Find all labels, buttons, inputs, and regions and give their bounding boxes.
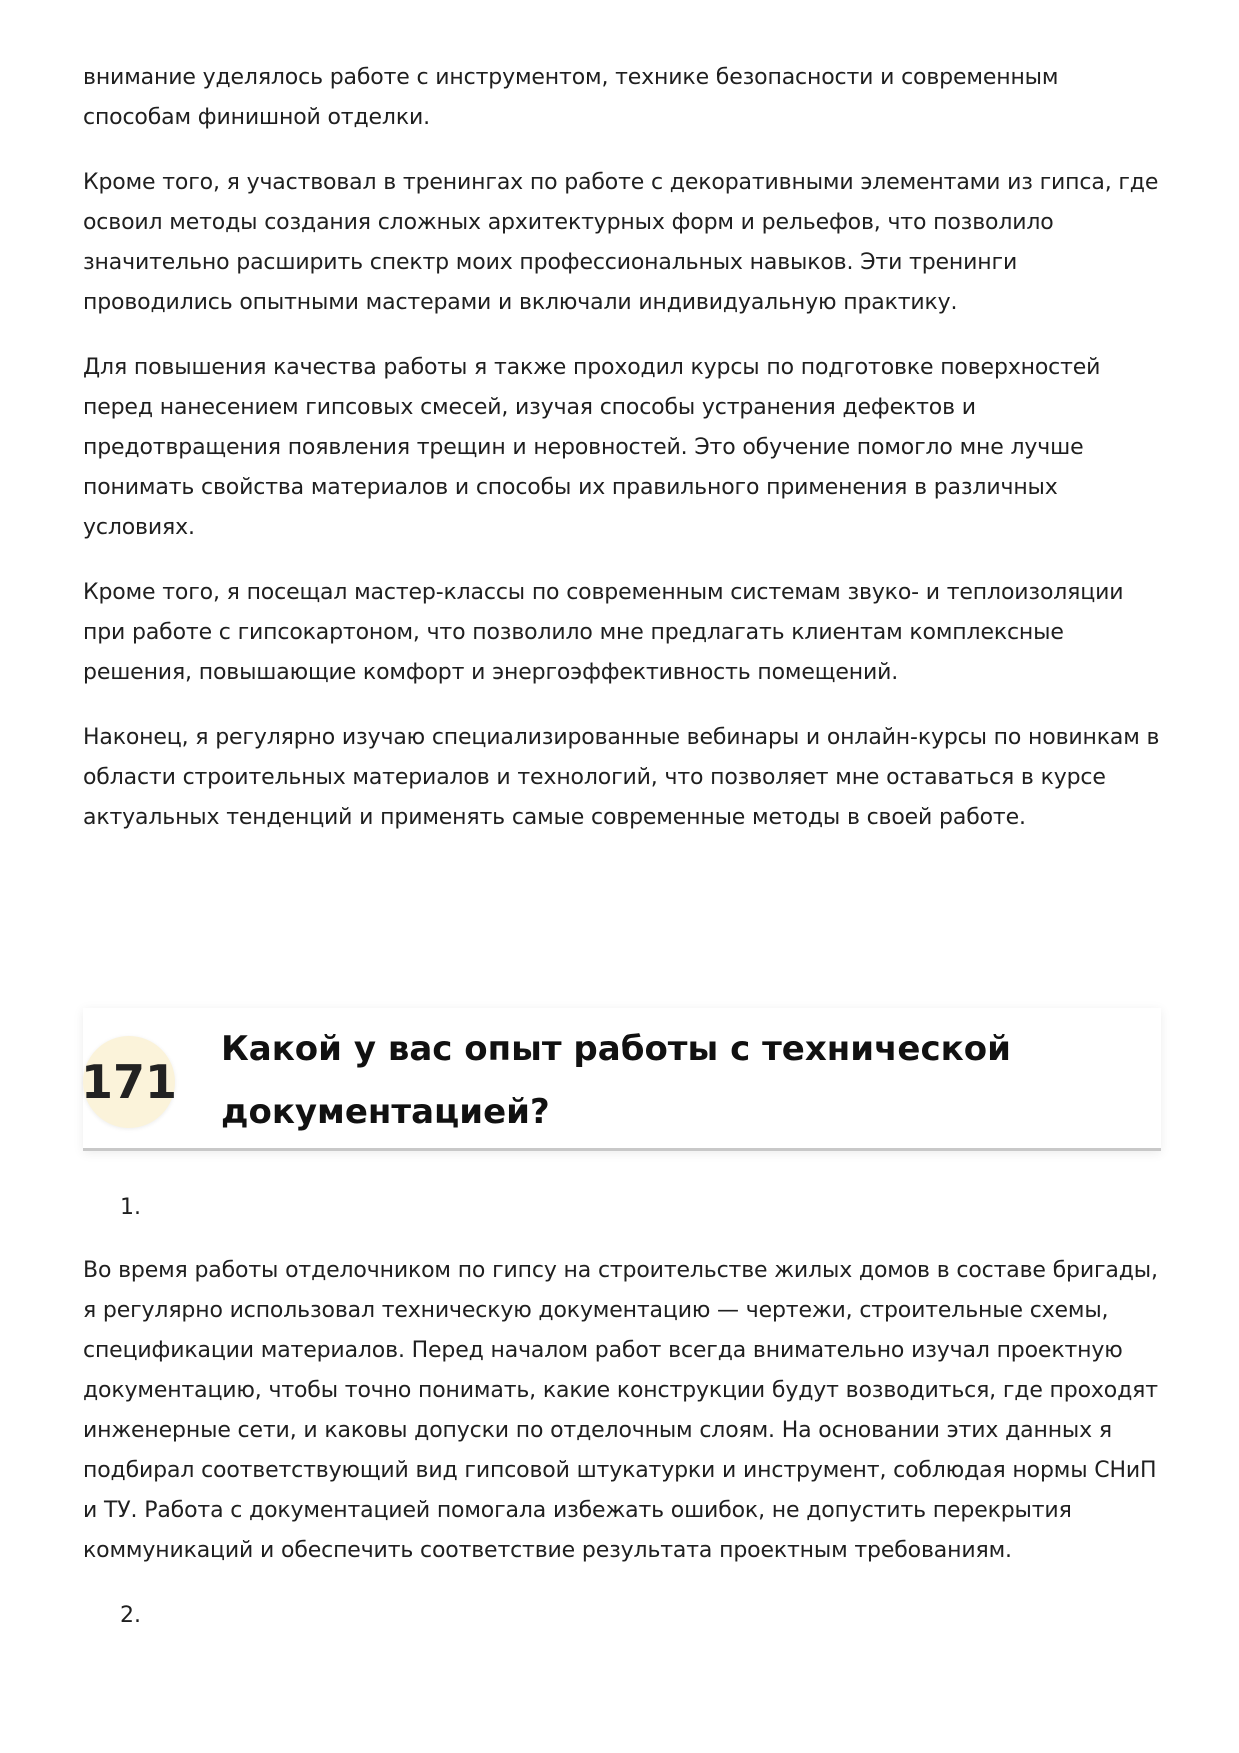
- answer-text: Во время работы отделочником по гипсу на строительстве жилых домов в составе бригады, я регулярно использовал техническую документацию — чертежи, строительные схемы, спецификации материалов. Перед началом работ всегда внимательно изучал проектную документацию, чтобы точно понимать, какие конструкции будут возводиться, где проходят инженерные сети, и каковы допуски по отделочным слоям. На основании этих данных я подбирал соответствующий вид гипсовой штукатурки и инструмент, соблюдая нормы СНиП и ТУ. Работа с документацией помогала избежать ошибок, не допустить перекрытия коммуникаций и обеспечить соответствие результата проектным требованиям.: [83, 1258, 1158, 1563]
- answer-list: [83, 1188, 1161, 1636]
- question-title: Какой у вас опыт работы с технической документацией?: [221, 1029, 1011, 1132]
- question-number-badge: [80, 1036, 178, 1128]
- paragraph: Наконец, я регулярно изучаю специализированные вебинары и онлайн-курсы по новинкам в области строительных материалов и технологий, что позволяет мне оставаться в курсе актуальных тенденций и применять самые современные методы в своей работе.: [83, 725, 1160, 830]
- paragraph: Для повышения качества работы я также проходил курсы по подготовке поверхностей перед нанесением гипсовых смесей, изучая способы устранения дефектов и предотвращения появления трещин и неровностей. Это обучение помогло мне лучше понимать свойства материалов и способы их правильного применения в различных условиях.: [83, 355, 1101, 540]
- paragraph: внимание уделялось работе с инструментом, технике безопасности и современным способам финишной отделки.: [83, 65, 1059, 130]
- paragraph: Кроме того, я участвовал в тренингах по работе с декоративными элементами из гипса, где освоил методы создания сложных архитектурных форм и рельефов, что позволило значительно расширить спектр моих профессиональных навыков. Эти тренинги проводились опытными мастерами и включали индивидуальную практику.: [83, 170, 1159, 315]
- paragraph: Кроме того, я посещал мастер-классы по современным системам звуко- и теплоизоляции при работе с гипсокартоном, что позволило мне предлагать клиентам комплексные решения, повышающие комфорт и энергоэффективность помещений.: [83, 580, 1124, 685]
- document-body: [83, 58, 1161, 863]
- question-number: 171: [80, 1055, 178, 1109]
- list-marker: 2.: [120, 1603, 141, 1628]
- list-marker: 1.: [120, 1195, 141, 1220]
- question-header: [80, 1008, 1161, 1150]
